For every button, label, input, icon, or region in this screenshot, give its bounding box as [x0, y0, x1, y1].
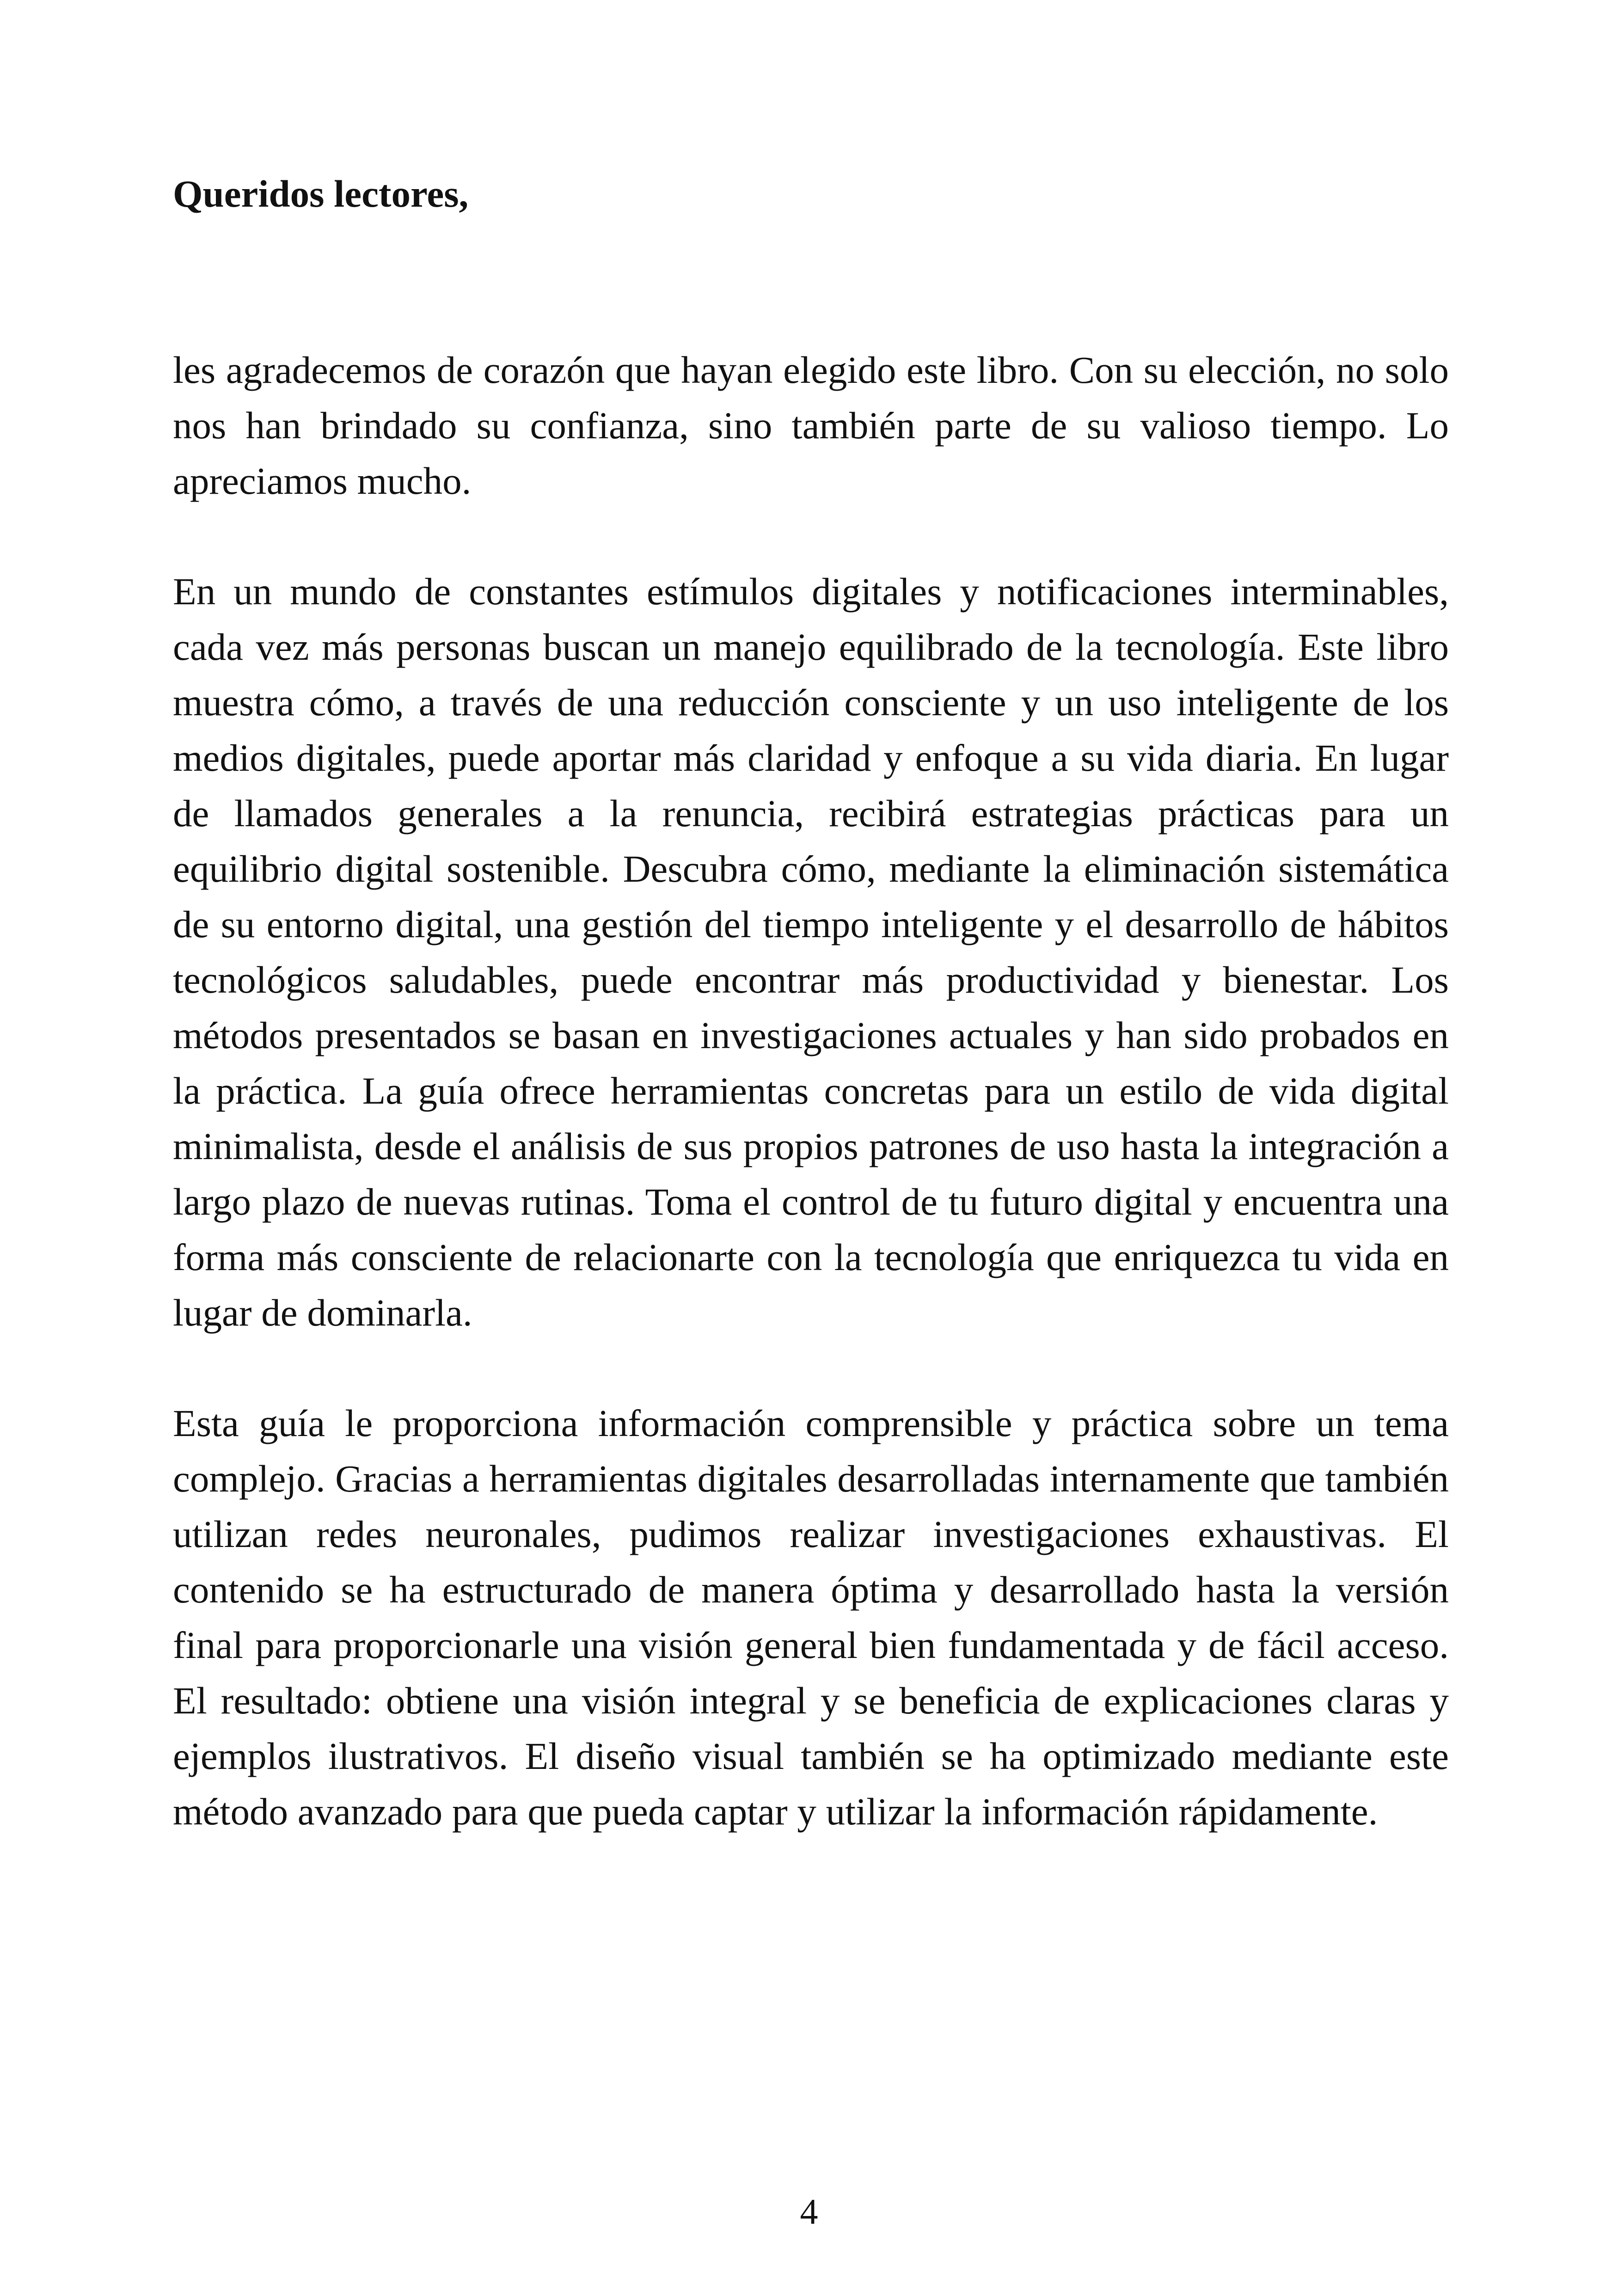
salutation-heading: Queridos lectores, [173, 172, 469, 215]
page-number: 4 [800, 2192, 818, 2232]
paragraph-gratitude: les agradecemos de corazón que hayan elegido este libro. Con su elección, no solo nos han brindado su confianza, sino también parte de su valioso tiempo. Lo apreciamos mucho. [173, 349, 1449, 502]
paragraph-guide-method: Esta guía le proporciona información comprensible y práctica sobre un tema complejo. Gracias a herramientas digitales desarrolladas internamente que también utilizan redes neuronales, pudimos realizar investigaciones exhaustivas. El contenido se ha estructurado de manera óptima y desarrollado hasta la versión final para proporcionarle una visión general bien fundamentada y de fácil acceso. El resultado: obtiene una visión integral y se beneficia de explicaciones claras y ejemplos ilustrativos. El diseño visual también se ha optimizado mediante este método avanzado para que pueda captar y utilizar la información rápidamente. [173, 1402, 1449, 1833]
letter-body [173, 342, 1449, 1894]
paragraph-book-description: En un mundo de constantes estímulos digitales y notificaciones interminables, cada vez más personas buscan un manejo equilibrado de la tecnología. Este libro muestra cómo, a través de una reducción consciente y un uso inteligente de los medios digitales, puede aportar más claridad y enfoque a su vida diaria. En lugar de llamados generales a la renuncia, recibirá estrategias prácticas para un equilibrio digital sostenible. Descubra cómo, mediante la eliminación sistemática de su entorno digital, una gestión del tiempo inteligente y el desarrollo de hábitos tecnológicos saludables, puede encontrar más productividad y bienestar. Los métodos presentados se basan en investigaciones actuales y han sido probados en la práctica. La guía ofrece herramientas concretas para un estilo de vida digital minimalista, desde el análisis de sus propios patrones de uso hasta la integración a largo plazo de nuevas rutinas. Toma el control de tu futuro digital y encuentra una forma más consciente de relacionarte con la tecnología que enriquezca tu vida en lugar de dominarla. [173, 570, 1449, 1334]
